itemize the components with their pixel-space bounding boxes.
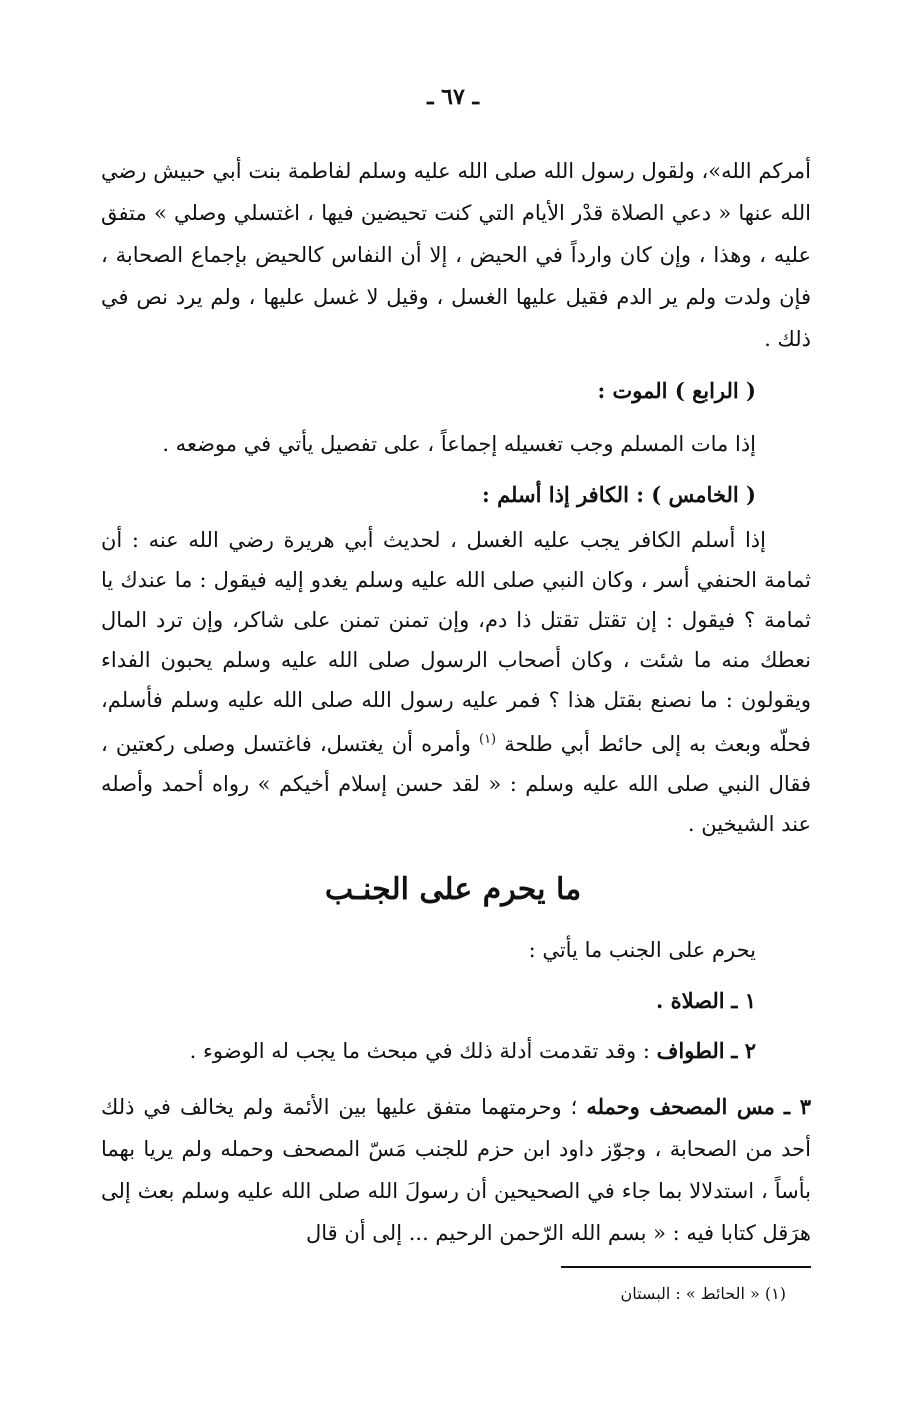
paragraph-3 bbox=[101, 520, 811, 844]
list-item-title: الطواف bbox=[656, 1038, 725, 1063]
list-item-prayer bbox=[656, 988, 756, 1013]
list-item-number: ١ ـ bbox=[731, 988, 756, 1013]
paragraph-3-part-2: وأمره أن يغتسل، فاغتسل وصلى ركعتين ، فقال النبي صلى الله عليه وسلم : « لقد حسن إسلام أخيكم » رواه أحمد وأصله عند الشيخين . bbox=[101, 732, 811, 836]
list-item-text: : وقد تقدمت أدلة ذلك في مبحث ما يجب له الوضوء . bbox=[189, 1039, 650, 1063]
footnote: (١) « الحائط » : البستان bbox=[620, 1284, 786, 1303]
footnote-marker[interactable]: (١) bbox=[478, 732, 497, 747]
heading-fifth-convert: ( الخامس ) : الكافر إذا أسلم : bbox=[482, 482, 756, 507]
section-title: ما يحرم على الجنـب bbox=[324, 872, 582, 907]
list-item-text: ؛ وحرمتهما متفق عليها بين الأئمة ولم يخالف في ذلك أحد من الصحابة ، وجوّز داود ابن حزم للجنب مَسّ المصحف وحمله ولم يريا بهما بأساً ، استدلالا بما جاء في الصحيحين أن رسولَ الله صلى الله عليه وسلم بعث إلى هرَقل كتابا فيه : « بسم الله الرّحمن الرحيم ... إلى أن قال bbox=[101, 1095, 811, 1245]
list-item-mushaf bbox=[101, 1086, 811, 1254]
paragraph-1: أمركم الله»، ولقول رسول الله صلى الله عليه وسلم لفاطمة بنت أبي حبيش رضي الله عنها « دعي الصلاة قدْر الأيام التي كنت تحيضين فيها ، اغتسلي وصلي » متفق عليه ، وهذا ، وإن كان وارداً في الحيض ، إلا أن النفاس كالحيض بإجماع الصحابة ، فإن ولدت ولم ير الدم فقيل عليها الغسل ، وقيل لا غسل عليها ، ولم يرد نص في ذلك . bbox=[101, 159, 811, 351]
paragraph-3-part-1: إذا أسلم الكافر يجب عليه الغسل ، لحديث أبي هريرة رضي الله عنه : أن ثمامة الحنفي أسر ، وكان النبي صلى الله عليه وسلم يغدو إليه فيقول : ما عندك يا ثمامة ؟ فيقول : إن تقتل تقتل ذا دم، وإن تمنن تمنن على شاكر، وإن ترد المال نعطك منه ما شئت ، وكان أصحاب الرسول صلى الله عليه وسلم يحبون الفداء ويقولون : ما نصنع بقتل هذا ؟ فمر عليه رسول الله صلى الله عليه وسلم فأسلم، فحلّه وبعث به إلى حائط أبي طلحة bbox=[101, 528, 811, 756]
footnote-divider bbox=[561, 1266, 811, 1268]
list-item-title: مس المصحف وحمله bbox=[586, 1094, 775, 1119]
list-item-number: ٣ ـ bbox=[783, 1094, 811, 1119]
page-number: ـ ٦٧ ـ bbox=[427, 84, 479, 110]
list-item-title: الصلاة . bbox=[655, 988, 725, 1013]
list-item-tawaf bbox=[190, 1038, 756, 1063]
paragraph-2: إذا مات المسلم وجب تغسيله إجماعاً ، على تفصيل يأتي في موضعه . bbox=[162, 432, 756, 456]
heading-fourth-death: ( الرابع ) الموت : bbox=[597, 378, 756, 403]
section-intro: يحرم على الجنب ما يأتي : bbox=[528, 938, 756, 962]
list-item-number: ٢ ـ bbox=[731, 1038, 756, 1063]
